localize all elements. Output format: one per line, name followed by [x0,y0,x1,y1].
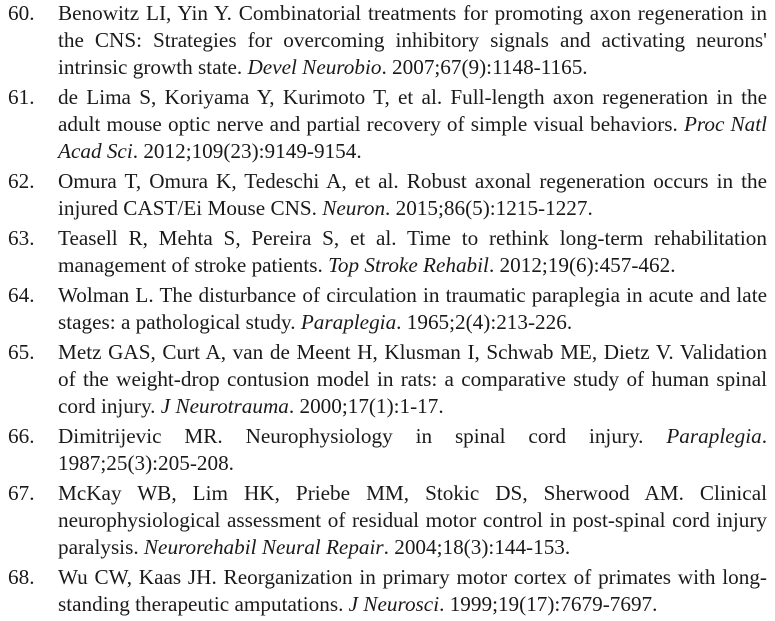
reference-journal: Proc Natl Acad Sci [58,111,767,163]
reference-number: 63. [8,225,35,250]
reference-number: 61. [8,84,35,109]
reference-item [0,168,775,222]
reference-text: Benowitz LI, Yin Y. Combinatorial treatments for promoting axon regeneration in the CNS: Strategies for overcoming inhibitory signals and activating neurons' intrinsic growth state. [58,1,767,79]
reference-item [0,225,775,279]
reference-citation: . 1987;25(3):205-208. [58,423,767,475]
reference-journal: Devel Neurobio [247,54,382,79]
reference-citation: . 2012;109(23):9149-9154. [132,138,362,163]
reference-citation: . 2012;19(6):457-462. [488,252,676,277]
reference-number: 60. [8,1,35,25]
reference-number: 67. [8,480,35,505]
reference-journal: Top Stroke Rehabil [328,252,489,277]
reference-journal: J Neurosci [348,591,440,616]
reference-number: 66. [8,423,35,448]
reference-journal: Neuron [322,195,386,220]
reference-citation: . 2007;67(9):1148-1165. [381,54,588,79]
reference-item [0,480,775,561]
reference-citation: . 1965;2(4):213-226. [396,309,573,334]
reference-text: Dimitrijevic MR. Neurophysiology in spinal cord injury. [58,423,667,448]
reference-text: McKay WB, Lim HK, Priebe MM, Stokic DS, Sherwood AM. Clinical neurophysiological assessment of residual motor control in post-spinal cord injury paralysis. [58,480,767,559]
reference-citation: . 2004;18(3):144-153. [383,534,571,559]
reference-text: Metz GAS, Curt A, van de Meent H, Klusman I, Schwab ME, Dietz V. Validation of the weight-drop contusion model in rats: a comparative study of human spinal cord injury. [58,339,767,418]
reference-journal: J Neurotrauma [160,393,289,418]
reference-text: Teasell R, Mehta S, Pereira S, et al. Time to rethink long-term rehabilitation management of stroke patients. [58,225,767,277]
reference-citation: . 1999;19(17):7679-7697. [439,591,658,616]
reference-text: Omura T, Omura K, Tedeschi A, et al. Robust axonal regeneration occurs in the injured CAST/Ei Mouse CNS. [58,168,767,220]
reference-citation: . 2015;86(5):1215-1227. [385,195,593,220]
reference-number: 64. [8,282,35,307]
reference-journal: Paraplegia [300,309,397,334]
reference-citation: . 2000;17(1):1-17. [288,393,444,418]
reference-item [0,339,775,420]
reference-item [0,0,775,81]
reference-item [0,423,775,477]
reference-journal: Neurorehabil Neural Repair [143,534,384,559]
reference-item [0,282,775,336]
reference-text: de Lima S, Koriyama Y, Kurimoto T, et al. Full-length axon regeneration in the adult mouse optic nerve and partial recovery of simple visual behaviors. [58,84,767,136]
reference-text: Wolman L. The disturbance of circulation in traumatic paraplegia in acute and late stages: a pathological study. [58,282,767,334]
reference-item [0,564,775,618]
reference-item [0,84,775,165]
reference-text: Wu CW, Kaas JH. Reorganization in primary motor cortex of primates with long-standing therapeutic amputations. [58,564,767,616]
reference-number: 62. [8,168,35,193]
reference-number: 65. [8,339,35,364]
reference-number: 68. [8,564,35,589]
reference-journal: Paraplegia [666,423,762,448]
